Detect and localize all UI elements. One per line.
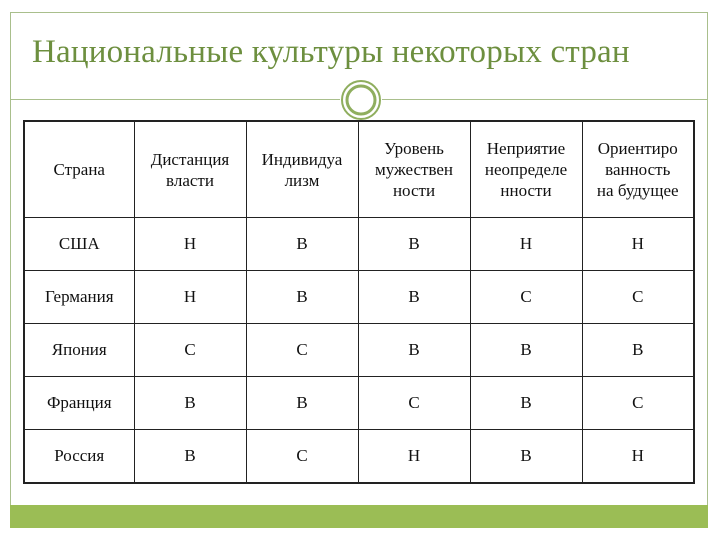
rating-cell: В (582, 324, 694, 377)
rating-cell: С (358, 377, 470, 430)
rating-cell: В (134, 430, 246, 484)
column-header (582, 121, 694, 218)
column-header-line: ности (392, 181, 436, 200)
table-row (24, 430, 694, 484)
country-cell: Германия (24, 271, 134, 324)
column-header-line: Страна (53, 160, 105, 179)
rating-cell: Н (582, 430, 694, 484)
column-header-line: власти (166, 170, 214, 190)
column-header (134, 121, 246, 218)
bottom-accent-bar (10, 505, 708, 528)
rating-cell: В (134, 377, 246, 430)
rating-cell: В (470, 377, 582, 430)
rating-cell: В (470, 324, 582, 377)
rating-cell: В (246, 218, 358, 271)
column-header-line: мужествен (374, 160, 454, 179)
rating-cell: С (134, 324, 246, 377)
column-header (246, 121, 358, 218)
table-row (24, 271, 694, 324)
slide-title: Национальные культуры некоторых стран (32, 34, 630, 70)
rating-cell: В (358, 324, 470, 377)
rating-cell: С (582, 377, 694, 430)
title-divider-left (10, 99, 340, 100)
circle-ornament-icon (340, 79, 382, 121)
column-header-line: нности (500, 181, 552, 200)
table-row (24, 324, 694, 377)
rating-cell: С (246, 324, 358, 377)
column-header-line: Ориентиро (597, 139, 678, 158)
rating-cell: С (582, 271, 694, 324)
rating-cell: В (246, 377, 358, 430)
rating-cell: В (358, 271, 470, 324)
column-header (470, 121, 582, 218)
table-body (24, 218, 694, 484)
culture-table (23, 120, 695, 484)
country-cell: Франция (24, 377, 134, 430)
column-header (358, 121, 470, 218)
country-cell: Япония (24, 324, 134, 377)
column-header-line: ванность (605, 160, 671, 179)
column-header-line: Дистанция (150, 149, 230, 169)
table-row (24, 377, 694, 430)
rating-cell: С (246, 430, 358, 484)
rating-cell: Н (582, 218, 694, 271)
title-divider-right (382, 99, 708, 100)
table-header-row (24, 121, 694, 218)
rating-cell: Н (470, 218, 582, 271)
rating-cell: В (470, 430, 582, 484)
rating-cell: С (470, 271, 582, 324)
country-cell: Россия (24, 430, 134, 484)
column-header-line: на будущее (596, 181, 679, 200)
rating-cell: В (246, 271, 358, 324)
column-header-line: лизм (284, 170, 320, 190)
table-row (24, 218, 694, 271)
column-header-line: Индивидуа (261, 149, 343, 169)
rating-cell: Н (358, 430, 470, 484)
rating-cell: Н (134, 218, 246, 271)
column-header-line: Неприятие (486, 139, 566, 158)
country-cell: США (24, 218, 134, 271)
rating-cell: Н (134, 271, 246, 324)
rating-cell: В (358, 218, 470, 271)
column-header-line: неопределе (484, 160, 568, 179)
column-header-line: Уровень (384, 139, 444, 158)
column-header (24, 121, 134, 218)
